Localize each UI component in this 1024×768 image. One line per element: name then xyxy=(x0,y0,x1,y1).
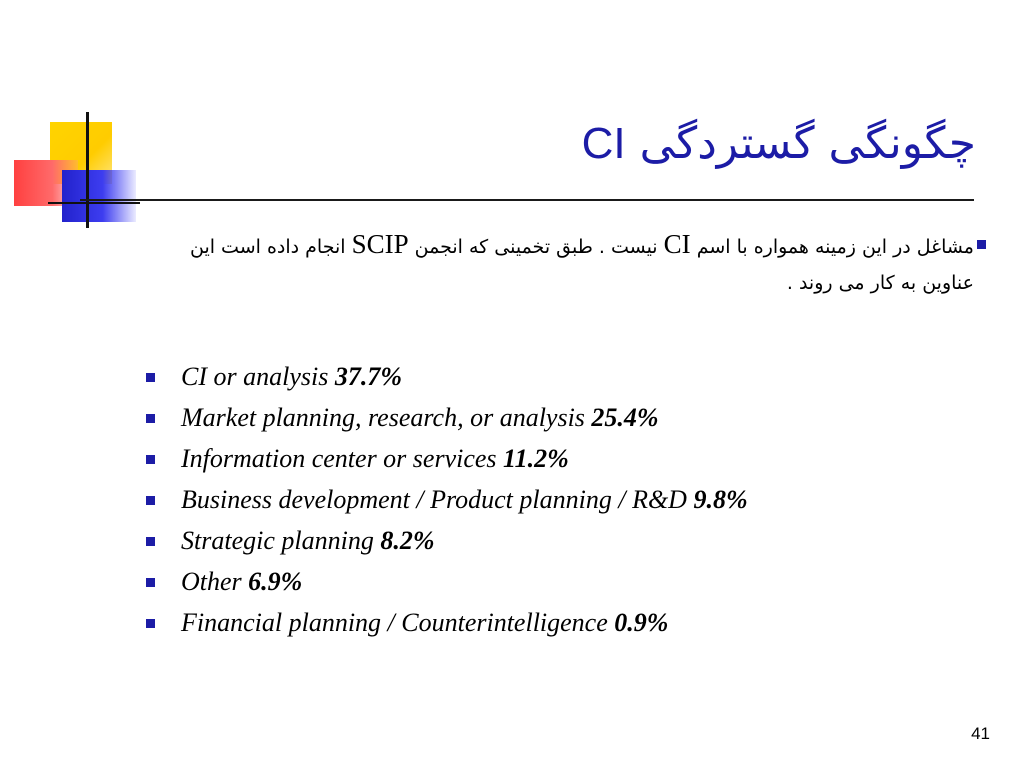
item-percent: 9.8% xyxy=(693,485,748,514)
list-item xyxy=(146,479,748,520)
item-label: CI or analysis xyxy=(181,362,329,391)
intro-paragraph xyxy=(154,226,974,301)
item-label: Information center or services xyxy=(181,444,497,473)
item-label: Other xyxy=(181,567,242,596)
intro-scip: SCIP xyxy=(351,229,409,259)
item-percent: 0.9% xyxy=(614,608,669,637)
list-item xyxy=(146,397,748,438)
intro-text-3: انجام داده است این عناوین به کار می روند . xyxy=(189,236,974,294)
list-item xyxy=(146,602,748,643)
page-number: 41 xyxy=(971,724,990,743)
bullet-icon xyxy=(146,578,155,587)
bullet-icon xyxy=(146,455,155,464)
bullet-icon xyxy=(146,537,155,546)
vertical-line xyxy=(86,112,89,228)
bullet-icon xyxy=(146,619,155,628)
list-item xyxy=(146,356,748,397)
item-percent: 11.2% xyxy=(503,444,569,473)
item-percent: 37.7% xyxy=(334,362,403,391)
title-persian: چگونگی گستردگی xyxy=(639,118,976,169)
intro-text-2: نیست . طبق تخمینی که انجمن xyxy=(414,236,658,258)
blue-square xyxy=(62,170,136,222)
bullet-icon xyxy=(146,496,155,505)
title-divider xyxy=(80,199,974,201)
item-percent: 6.9% xyxy=(248,567,303,596)
list-item xyxy=(146,438,748,479)
item-percent: 25.4% xyxy=(591,403,659,432)
bullet-icon xyxy=(146,373,155,382)
bullet-icon xyxy=(977,240,986,249)
intro-text-1: مشاغل در این زمینه همواره با اسم xyxy=(696,236,974,258)
decorative-logo xyxy=(0,0,140,240)
list-item xyxy=(146,561,748,602)
item-label: Business development / Product planning / R&D xyxy=(181,485,687,514)
logo-horizontal-line xyxy=(48,202,140,204)
bullet-icon xyxy=(146,414,155,423)
role-percentage-list xyxy=(146,356,748,643)
item-percent: 8.2% xyxy=(380,526,435,555)
item-label: Market planning, research, or analysis xyxy=(181,403,585,432)
title-ci: CI xyxy=(581,119,626,168)
item-label: Financial planning / Counterintelligence xyxy=(181,608,608,637)
item-label: Strategic planning xyxy=(181,526,374,555)
intro-ci: CI xyxy=(663,229,691,259)
page-title xyxy=(582,118,976,169)
list-item xyxy=(146,520,748,561)
